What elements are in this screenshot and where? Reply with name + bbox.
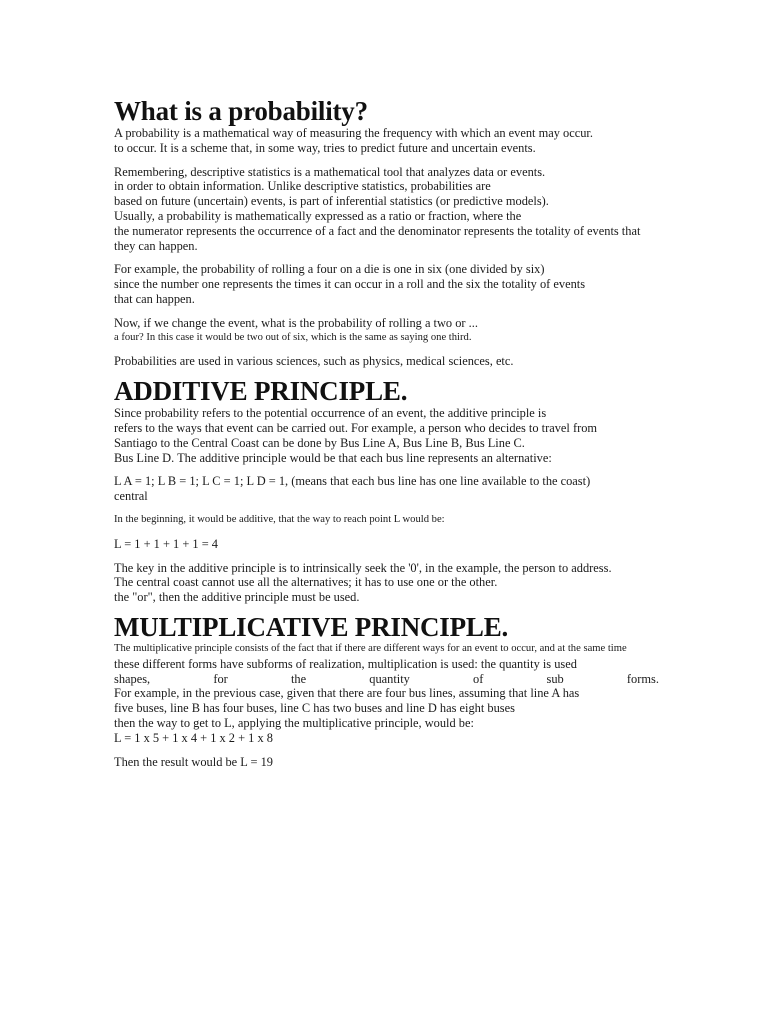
word: forms. xyxy=(626,671,659,686)
paragraph-sciences xyxy=(114,354,659,369)
document-page xyxy=(114,96,659,769)
formula-additive xyxy=(114,537,659,552)
text-line: The multiplicative principle consists of the fact that if there are different ways for an event to occur, and at the same time xyxy=(114,642,627,654)
text-line: Usually, a probability is mathematically expressed as a ratio or fraction, where the xyxy=(114,208,522,223)
heading-additive-principle: ADDITIVE PRINCIPLE. xyxy=(114,376,408,407)
text-line: Santiago to the Central Coast can be done by Bus Line A, Bus Line B, Bus Line C. xyxy=(114,435,525,450)
paragraph-result xyxy=(114,755,659,770)
text-line: For example, the probability of rolling a four on a die is one in six (one divided by six) xyxy=(114,262,545,277)
text-line: refers to the ways that event can be carried out. For example, a person who decides to travel from xyxy=(114,420,598,435)
text-line: In the beginning, it would be additive, that the way to reach point L would be: xyxy=(114,513,445,525)
heading-probability: What is a probability? xyxy=(114,96,368,126)
paragraph-descriptive-statistics xyxy=(114,165,659,254)
word: quantity xyxy=(369,671,410,686)
text-line: these different forms have subforms of realization, multiplication is used: the quantity is used xyxy=(114,656,577,671)
text-line: based on future (uncertain) events, is part of inferential statistics (or predictive models). xyxy=(114,194,549,209)
text-line: Since probability refers to the potential occurrence of an event, the additive principle is xyxy=(114,406,547,421)
text-line: Remembering, descriptive statistics is a mathematical tool that analyzes data or events. xyxy=(114,164,546,179)
paragraph-bus-lines xyxy=(114,474,659,504)
text-line: Probabilities are used in various sciences, such as physics, medical sciences, etc. xyxy=(114,354,514,369)
text-line: For example, in the previous case, given that there are four bus lines, assuming that line A has xyxy=(114,686,580,701)
text-line: five buses, line B has four buses, line C has two buses and line D has eight buses xyxy=(114,701,515,716)
paragraph-definition xyxy=(114,126,659,156)
text-line: in order to obtain information. Unlike descriptive statistics, probabilities are xyxy=(114,179,491,194)
justified-text-line xyxy=(114,672,659,687)
text-line: L = 1 + 1 + 1 + 1 = 4 xyxy=(114,536,219,551)
text-line: Bus Line D. The additive principle would be that each bus line represents an alternative: xyxy=(114,450,552,465)
word: of xyxy=(473,671,484,686)
text-line: Now, if we change the event, what is the probability of rolling a two or ... xyxy=(114,315,478,330)
text-line: L A = 1; L B = 1; L C = 1; L D = 1, (means that each bus line has one line available to the coast) xyxy=(114,474,591,489)
heading-multiplicative-principle: MULTIPLICATIVE PRINCIPLE. xyxy=(114,611,509,642)
paragraph-additive-key xyxy=(114,561,659,605)
text-line: A probability is a mathematical way of measuring the frequency with which an event may occur. xyxy=(114,126,593,140)
word: shapes, xyxy=(114,671,151,686)
paragraph-die-example xyxy=(114,262,659,306)
text-line: The key in the additive principle is to intrinsically seek the '0', in the example, the person to address. xyxy=(114,560,612,575)
text-line: central xyxy=(114,489,148,504)
word: the xyxy=(290,671,307,686)
text-line: the numerator represents the occurrence of a fact and the denominator represents the totality of events that xyxy=(114,223,641,238)
text-line: then the way to get to L, applying the multiplicative principle, would be: xyxy=(114,715,474,730)
text-line: The central coast cannot use all the alternatives; it has to use one or the other. xyxy=(114,575,498,590)
word: sub xyxy=(546,671,564,686)
text-line: to occur. It is a scheme that, in some way, tries to predict future and uncertain events. xyxy=(114,140,536,155)
paragraph-additive-intro xyxy=(114,406,659,465)
text-line: that can happen. xyxy=(114,291,195,306)
paragraph-multiplicative-intro xyxy=(114,642,659,746)
formula-multiplicative: L = 1 x 5 + 1 x 4 + 1 x 2 + 1 x 8 xyxy=(114,730,273,745)
text-line: Then the result would be L = 19 xyxy=(114,754,273,769)
paragraph-two-or-four xyxy=(114,316,659,346)
word: for xyxy=(213,671,228,686)
text-line: a four? In this case it would be two out of six, which is the same as saying one third. xyxy=(114,331,472,343)
text-line: they can happen. xyxy=(114,238,198,253)
paragraph-additive-beginning xyxy=(114,513,659,528)
text-line: since the number one represents the times it can occur in a roll and the six the totality of events xyxy=(114,277,586,292)
text-line: the "or", then the additive principle must be used. xyxy=(114,590,360,605)
